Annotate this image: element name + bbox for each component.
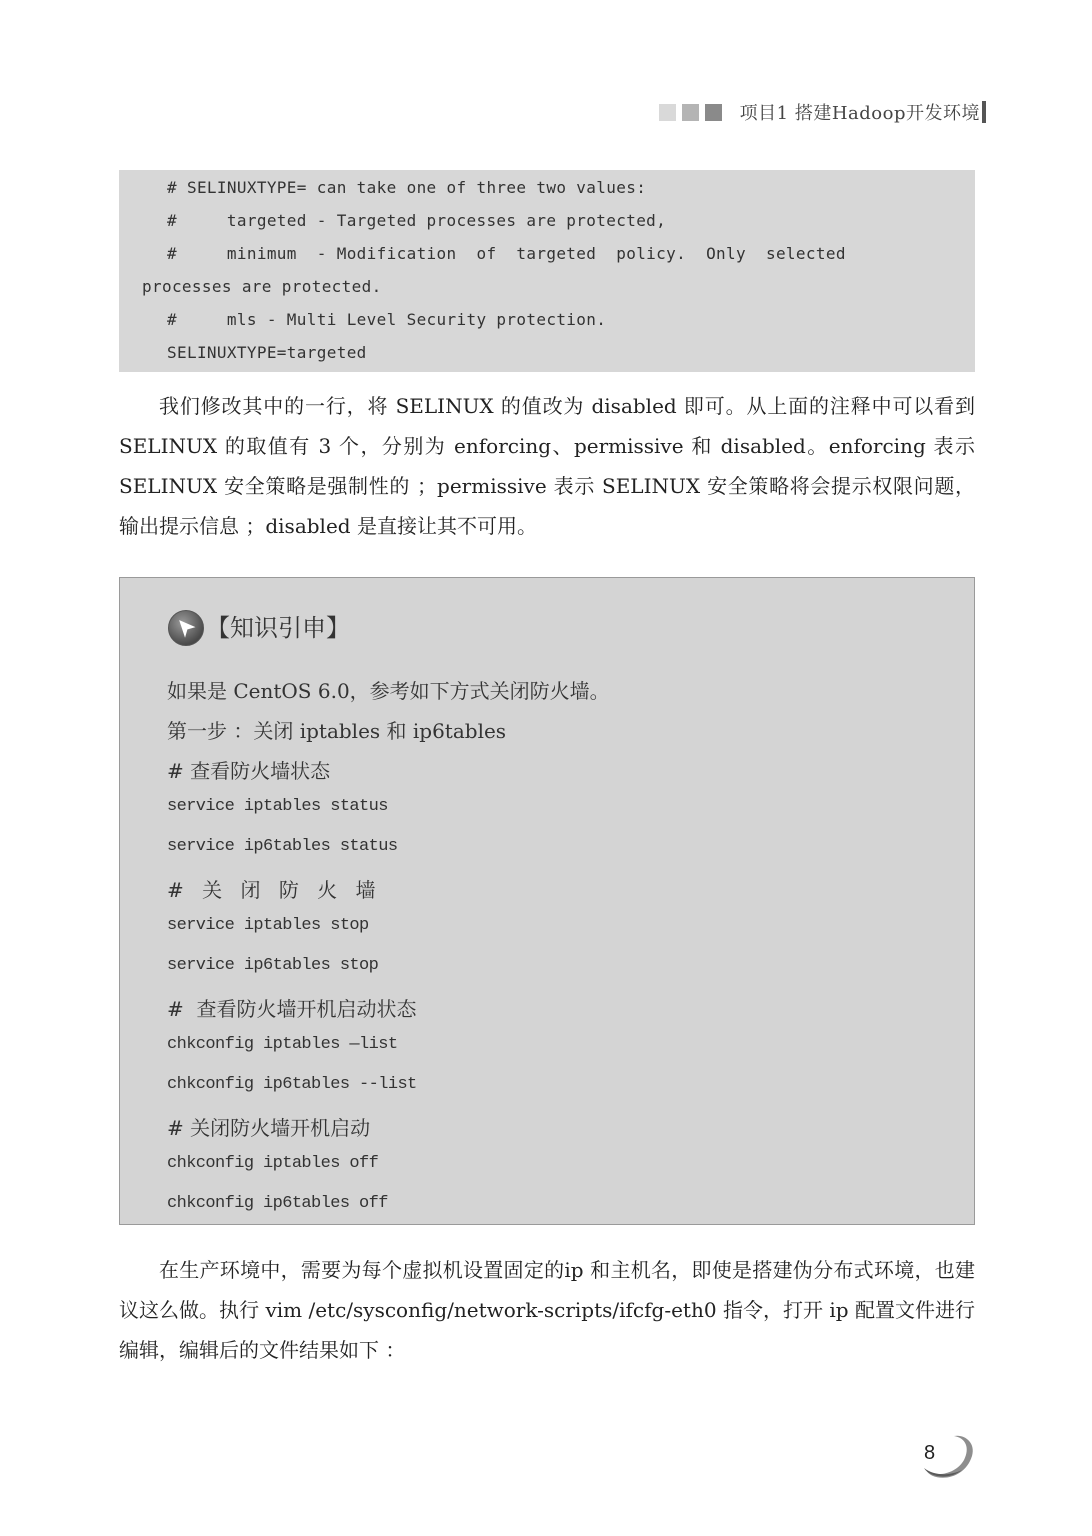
page-number: 8 xyxy=(924,1442,936,1464)
paragraph-text: 我们修改其中的一行，将 SELINUX 的值改为 disabled 即可。从上面的注释中可以看到 SELINUX 的取值有 3 个，分别为 enforcing、permissive 和 disabled。enforcing 表示 SELINUX 安全策略是强制性的 ；permissive 表示 SELINUX 安全策略将会提示权限问题，输出提示信息 ；disabled 是直接让其不可用。 xyxy=(119,394,975,538)
knowledge-line: chkconfig ip6tables --list xyxy=(167,1075,417,1094)
knowledge-line: # 查看防火墙状态 xyxy=(167,759,331,783)
header-square-dark xyxy=(705,104,722,121)
knowledge-line: 第一步 ：关闭 iptables 和 ip6tables xyxy=(167,719,507,743)
header-square-light xyxy=(659,104,676,121)
knowledge-line: chkconfig ip6tables off xyxy=(167,1194,388,1213)
code-line: # SELINUXTYPE= can take one of three two values: xyxy=(167,178,647,197)
body-paragraph xyxy=(119,1250,975,1370)
page-number-badge xyxy=(920,1432,976,1482)
knowledge-line: service ip6tables stop xyxy=(167,956,379,975)
knowledge-line: service iptables stop xyxy=(167,916,369,935)
code-line: # minimum - Modification of targeted policy. Only selected xyxy=(167,244,846,263)
body-paragraph xyxy=(119,386,975,546)
knowledge-line: 如果是 CentOS 6.0，参考如下方式关闭防火墙。 xyxy=(167,679,610,703)
knowledge-line: # 查看防火墙开机启动状态 xyxy=(167,997,417,1021)
knowledge-line: chkconfig iptables off xyxy=(167,1154,379,1173)
code-line: # mls - Multi Level Security protection. xyxy=(167,310,607,329)
knowledge-line: service iptables status xyxy=(167,797,388,816)
paragraph-text: 在生产环境中，需要为每个虚拟机设置固定的ip 和主机名，即使是搭建伪分布式环境，也建议这么做。执行 vim /etc/sysconfig/network-scripts/ifcfg-eth0 指令，打开 ip 配置文件进行编辑，编辑后的文件结果如下 ： xyxy=(119,1258,975,1362)
cursor-arrow-icon xyxy=(168,610,204,646)
knowledge-heading: 【知识引申】 xyxy=(206,614,350,642)
knowledge-line: service ip6tables status xyxy=(167,837,398,856)
header-title: 项目1 搭建Hadoop开发环境 xyxy=(739,103,980,124)
code-line: SELINUXTYPE=targeted xyxy=(167,343,367,362)
header-bar xyxy=(982,101,986,123)
knowledge-line: # 关闭防火墙开机启动 xyxy=(167,1116,371,1140)
code-line: # targeted - Targeted processes are protected, xyxy=(167,211,667,230)
header-square-mid xyxy=(682,104,699,121)
running-header xyxy=(659,96,980,128)
knowledge-line: chkconfig iptables —list xyxy=(167,1035,398,1054)
code-line: processes are protected. xyxy=(142,277,382,296)
knowledge-box xyxy=(119,577,975,1225)
code-block xyxy=(119,170,975,372)
knowledge-line: # 关 闭 防 火 墙 xyxy=(167,878,382,902)
